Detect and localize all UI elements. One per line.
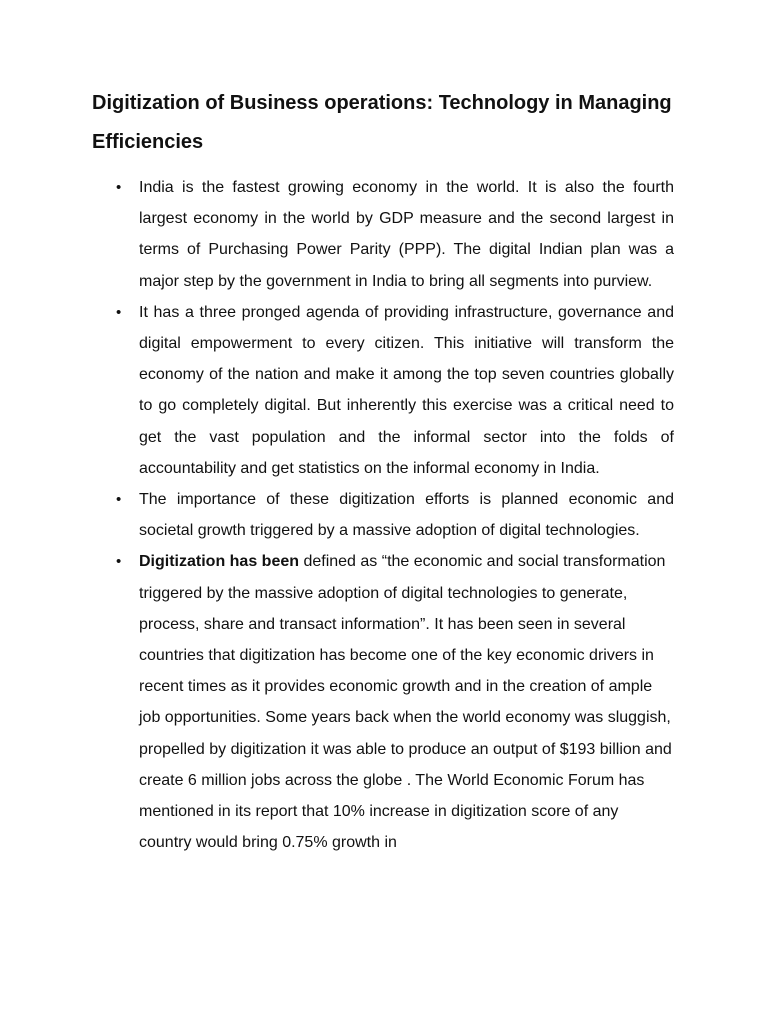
bullet-text: defined as “the economic and social transformation triggered by the massive adoption of digital technologies to generate, process, share and transact information”. It has been seen in several countries that digitization has become one of the key economic drivers in recent times as it provides economic growth and in the creation of ample job opportunities. Some years back when the world economy was sluggish, propelled by digitization it was able to produce an output of $193 billion and create 6 million jobs across the globe . The World Economic Forum has mentioned in its report that 10% increase in digitization score of any country would bring 0.75% growth in: [139, 553, 672, 852]
bullet-text: The importance of these digitization efforts is planned economic and societal growth triggered by a massive adoption of digital technologies.: [139, 491, 674, 540]
bullet-icon: •: [116, 553, 122, 571]
document-title: Digitization of Business operations: Technology in Managing Efficiencies: [92, 92, 672, 153]
bullet-icon: •: [116, 179, 122, 196]
bullet-text: India is the fastest growing economy in the world. It is also the fourth largest economy in the world by GDP measure and the second largest in terms of Purchasing Power Parity (PPP). The digital Indian plan was a major step by the government in India to bring all segments into purview.: [139, 179, 674, 290]
bullet-item-2: [92, 297, 674, 484]
bullet-icon: •: [116, 491, 122, 509]
bullet-item-1: [92, 172, 674, 297]
bullet-icon: •: [116, 303, 122, 321]
bullet-item-3: [92, 484, 674, 546]
bullet-text: It has a three pronged agenda of providing infrastructure, governance and digital empowerment to every citizen. This initiative will transform the economy of the nation and make it among the top seven countries globally to go completely digital. But inherently this exercise was a critical need to get the vast population and the informal sector into the folds of accountability and get statistics on the informal economy in India.: [139, 303, 674, 477]
bullet-item-4: [92, 546, 674, 858]
bullet-list: [92, 172, 674, 858]
bullet-bold-lead: Digitization has been: [139, 553, 300, 571]
